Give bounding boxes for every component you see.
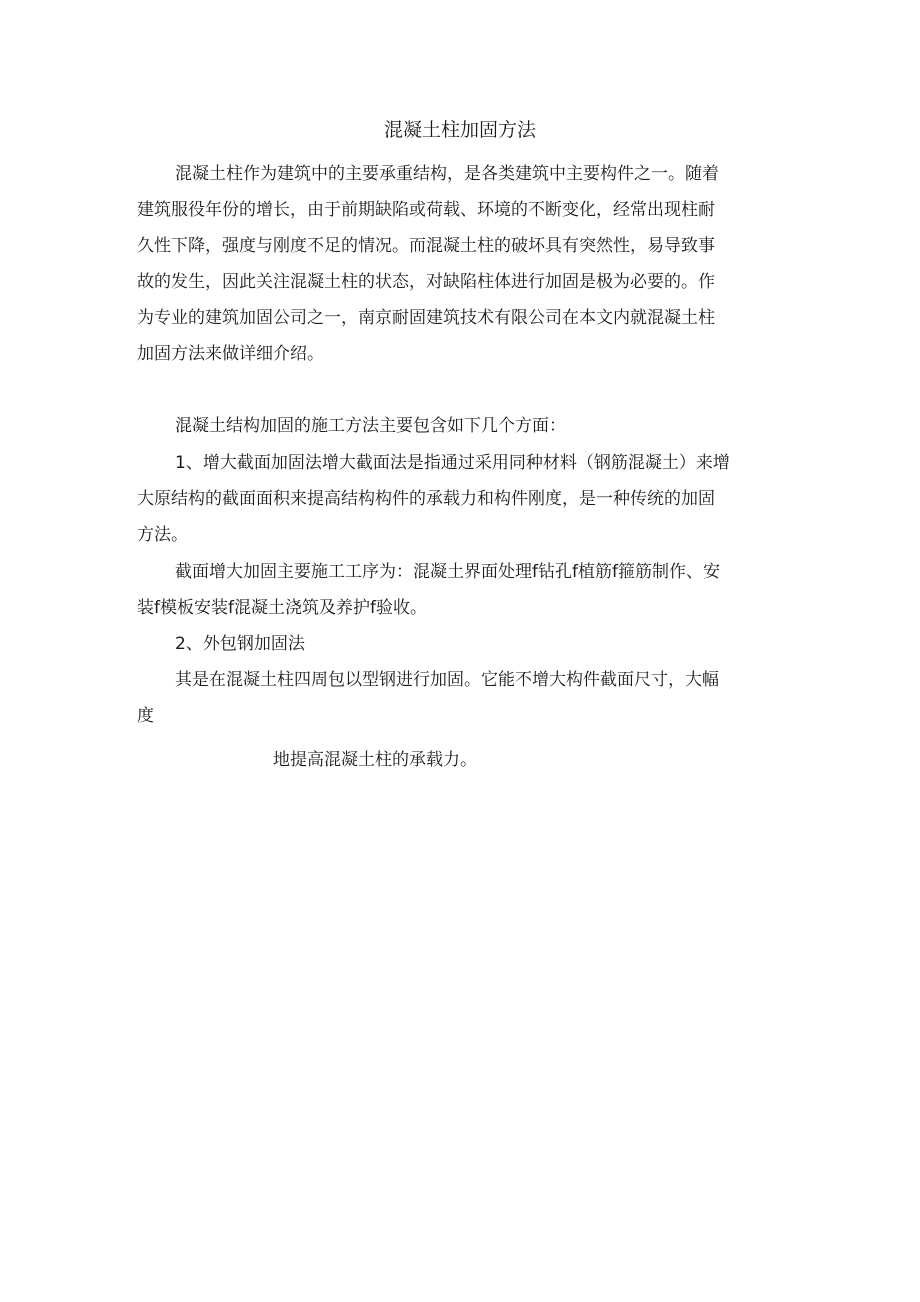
paragraph-1-line-4: 故的发生，因此关注混凝土柱的状态，对缺陷柱体进行加固是极为必要的。作: [137, 272, 715, 292]
paragraph-6-line-2: 度: [137, 706, 154, 726]
paragraph-6-line-1: 其是在混凝土柱四周包以型钢进行加固。它能不增大构件截面尺寸，大幅: [175, 670, 719, 690]
paragraph-7-line-1: 地提高混凝土柱的承载力。: [273, 750, 477, 770]
paragraph-2-line-1: 混凝土结构加固的施工方法主要包含如下几个方面：: [175, 416, 566, 436]
paragraph-4-line-2: 装f模板安装f混凝土浇筑及养护f验收。: [137, 598, 427, 618]
paragraph-1-line-2: 建筑服役年份的增长，由于前期缺陷或荷载、环境的不断变化，经常出现柱耐: [137, 200, 715, 220]
paragraph-4-line-1: 截面增大加固主要施工工序为：混凝土界面处理f钻孔f植筋f箍筋制作、安: [175, 562, 720, 582]
document-title: 混凝土柱加固方法: [383, 119, 536, 141]
paragraph-1-line-1: 混凝土柱作为建筑中的主要承重结构，是各类建筑中主要构件之一。随着: [175, 164, 719, 184]
paragraph-3-line-1: 1、增大截面加固法增大截面法是指通过采用同种材料（钢筋混凝土）来增: [175, 453, 730, 473]
paragraph-3-line-3: 方法。: [137, 525, 188, 545]
paragraph-5-line-1: 2、外包钢加固法: [175, 634, 305, 654]
paragraph-3-line-2: 大原结构的截面面积来提高结构构件的承载力和构件刚度，是一种传统的加固: [137, 489, 715, 509]
paragraph-1-line-6: 加固方法来做详细介绍。: [137, 344, 324, 364]
paragraph-1-line-3: 久性下降，强度与刚度不足的情况。而混凝土柱的破坏具有突然性，易导致事: [137, 236, 715, 256]
paragraph-1-line-5: 为专业的建筑加固公司之一，南京耐固建筑技术有限公司在本文内就混凝土柱: [137, 308, 715, 328]
